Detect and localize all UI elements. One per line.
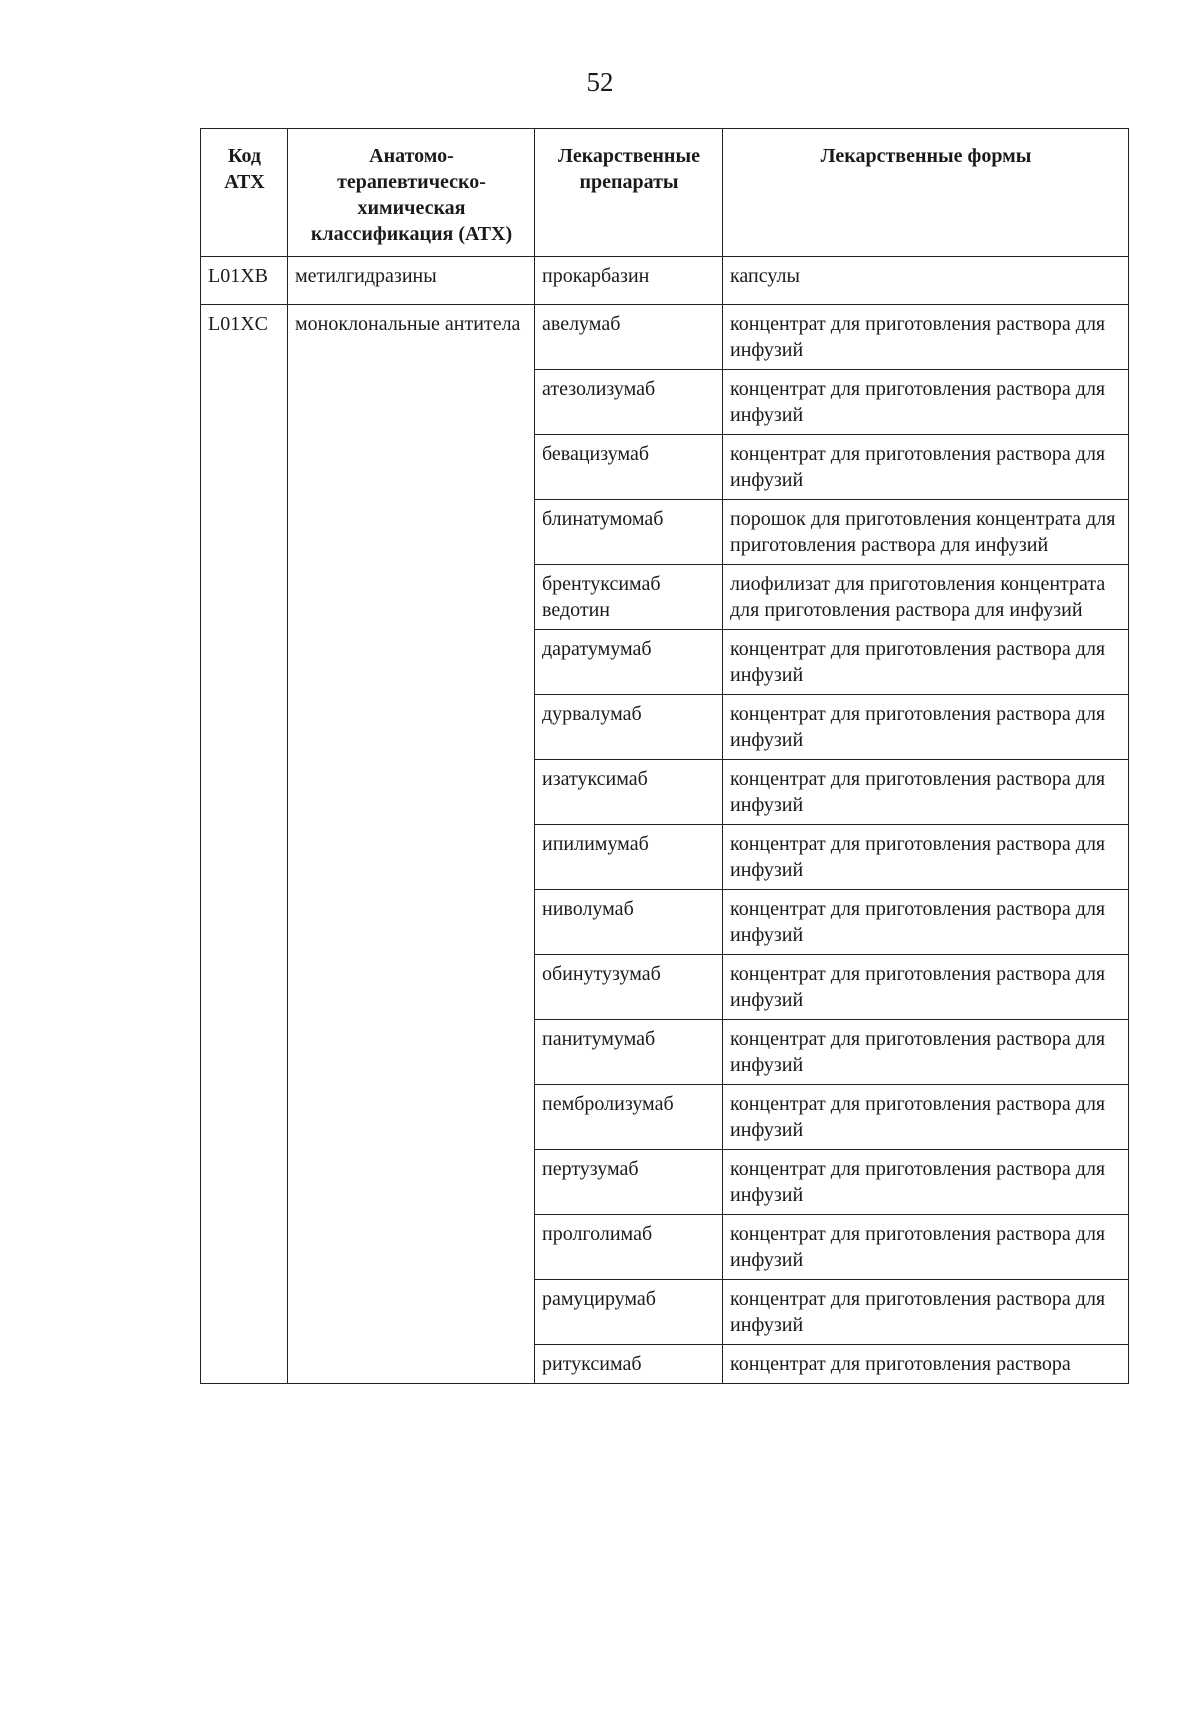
drug-cell: обинутузумаб xyxy=(535,955,723,1020)
form-cell: концентрат для приготовления раствора для инфузий xyxy=(723,695,1129,760)
drug-cell: даратумумаб xyxy=(535,630,723,695)
form-cell: концентрат для приготовления раствора для инфузий xyxy=(723,435,1129,500)
classification-cell: моноклональные антитела xyxy=(288,305,535,1384)
drug-cell: дурвалумаб xyxy=(535,695,723,760)
form-cell: концентрат для приготовления раствора xyxy=(723,1345,1129,1384)
drug-cell: прокарбазин xyxy=(535,257,723,305)
form-cell: концентрат для приготовления раствора для инфузий xyxy=(723,630,1129,695)
drug-cell: бевацизумаб xyxy=(535,435,723,500)
form-cell: концентрат для приготовления раствора для инфузий xyxy=(723,1150,1129,1215)
atx-table xyxy=(200,128,1129,1384)
form-cell: концентрат для приготовления раствора для инфузий xyxy=(723,760,1129,825)
drug-cell: авелумаб xyxy=(535,305,723,370)
header-forms: Лекарственные формы xyxy=(723,129,1129,257)
form-cell: концентрат для приготовления раствора для инфузий xyxy=(723,890,1129,955)
drug-cell: пембролизумаб xyxy=(535,1085,723,1150)
header-classification: Анатомо- терапевтическо- химическая классификация (АТХ) xyxy=(288,129,535,257)
form-cell: концентрат для приготовления раствора для инфузий xyxy=(723,305,1129,370)
classification-cell: метилгидразины xyxy=(288,257,535,305)
form-cell: концентрат для приготовления раствора для инфузий xyxy=(723,1020,1129,1085)
drug-cell: рамуцирумаб xyxy=(535,1280,723,1345)
form-cell: концентрат для приготовления раствора для инфузий xyxy=(723,370,1129,435)
form-cell: капсулы xyxy=(723,257,1129,305)
drug-cell: ипилимумаб xyxy=(535,825,723,890)
table-row xyxy=(201,257,1129,305)
atx-code-cell: L01XB xyxy=(201,257,288,305)
form-cell: концентрат для приготовления раствора для инфузий xyxy=(723,955,1129,1020)
table-header-row xyxy=(201,129,1129,257)
form-cell: концентрат для приготовления раствора для инфузий xyxy=(723,1215,1129,1280)
drug-cell: пролголимаб xyxy=(535,1215,723,1280)
atx-code-cell: L01XC xyxy=(201,305,288,1384)
drug-cell: панитумумаб xyxy=(535,1020,723,1085)
drug-cell: ниволумаб xyxy=(535,890,723,955)
page-number: 52 xyxy=(586,67,614,97)
form-cell: порошок для приготовления концентрата для приготовления раствора для инфузий xyxy=(723,500,1129,565)
drug-cell: брентуксимаб ведотин xyxy=(535,565,723,630)
header-drugs: Лекарственные препараты xyxy=(535,129,723,257)
drug-cell: изатуксимаб xyxy=(535,760,723,825)
drug-cell: ритуксимаб xyxy=(535,1345,723,1384)
table-row xyxy=(201,305,1129,370)
form-cell: концентрат для приготовления раствора для инфузий xyxy=(723,825,1129,890)
drug-cell: блинатумомаб xyxy=(535,500,723,565)
drug-cell: пертузумаб xyxy=(535,1150,723,1215)
form-cell: концентрат для приготовления раствора для инфузий xyxy=(723,1085,1129,1150)
form-cell: концентрат для приготовления раствора для инфузий xyxy=(723,1280,1129,1345)
drug-cell: атезолизумаб xyxy=(535,370,723,435)
form-cell: лиофилизат для приготовления концентрата для приготовления раствора для инфузий xyxy=(723,565,1129,630)
header-code: Код АТХ xyxy=(201,129,288,257)
